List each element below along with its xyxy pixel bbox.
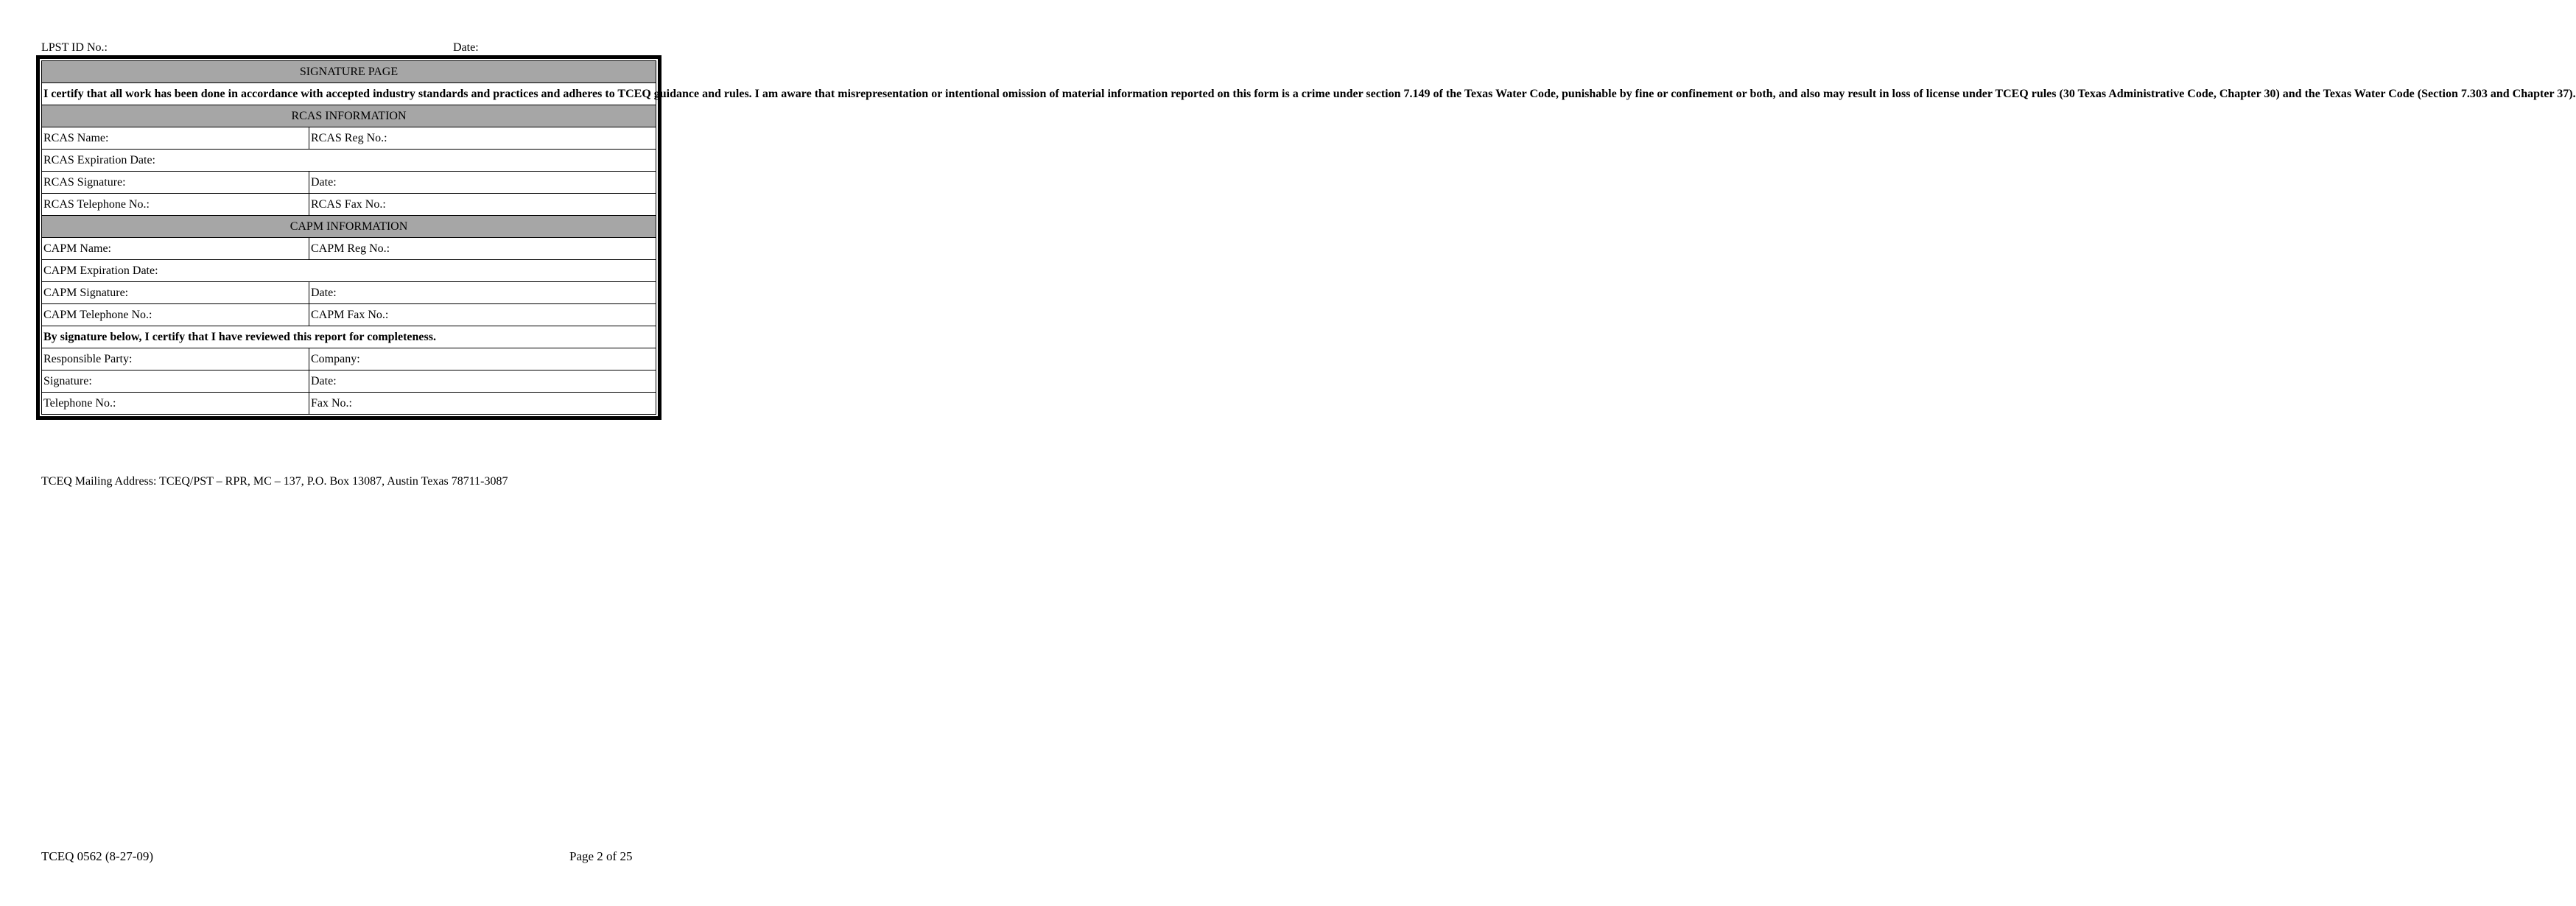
rcas-date-field[interactable]: Date: xyxy=(309,172,656,194)
header-date-label: Date: xyxy=(453,41,479,54)
form-title: SIGNATURE PAGE xyxy=(42,61,656,83)
capm-signature-field[interactable]: CAPM Signature: xyxy=(42,282,309,304)
capm-telephone-field[interactable]: CAPM Telephone No.: xyxy=(42,304,309,326)
lpst-id-label: LPST ID No.: xyxy=(41,41,108,54)
responsible-party-field[interactable]: Responsible Party: xyxy=(42,348,309,371)
rcas-signature-field[interactable]: RCAS Signature: xyxy=(42,172,309,194)
signature-table xyxy=(41,60,2576,415)
responsible-date-field[interactable]: Date: xyxy=(309,371,656,393)
rcas-name-field[interactable]: RCAS Name: xyxy=(42,127,309,150)
capm-date-field[interactable]: Date: xyxy=(309,282,656,304)
certification-statement: I certify that all work has been done in accordance with accepted industry standards and practices and adheres to TCEQ guidance and rules. I am aware that misrepresentation or intentional omission of material information reported on this form is a crime under section 7.149 of the Texas Water Code, punishable by fine or confinement or both, and also may result in loss of license under TCEQ rules (30 Texas Administrative Code, Chapter 30) and the Texas Water Code (Section 7.303 and Chapter 37). xyxy=(42,83,656,105)
responsible-fax-field[interactable]: Fax No.: xyxy=(309,393,656,415)
signature-form xyxy=(36,55,2576,420)
responsible-telephone-field[interactable]: Telephone No.: xyxy=(42,393,309,415)
rcas-section-heading: RCAS INFORMATION xyxy=(42,105,656,127)
form-id-footer: TCEQ 0562 (8-27-09) xyxy=(41,849,154,863)
rcas-fax-field[interactable]: RCAS Fax No.: xyxy=(309,194,656,216)
capm-expiration-field[interactable]: CAPM Expiration Date: xyxy=(42,260,656,282)
company-field[interactable]: Company: xyxy=(309,348,656,371)
page-number: Page 2 of 25 xyxy=(569,849,633,863)
capm-fax-field[interactable]: CAPM Fax No.: xyxy=(309,304,656,326)
capm-section-heading: CAPM INFORMATION xyxy=(42,216,656,238)
review-statement: By signature below, I certify that I have reviewed this report for completeness. xyxy=(42,326,656,348)
responsible-signature-field[interactable]: Signature: xyxy=(42,371,309,393)
mailing-address: TCEQ Mailing Address: TCEQ/PST – RPR, MC – 137, P.O. Box 13087, Austin Texas 78711-3087 xyxy=(41,475,508,488)
rcas-telephone-field[interactable]: RCAS Telephone No.: xyxy=(42,194,309,216)
rcas-reg-no-field[interactable]: RCAS Reg No.: xyxy=(309,127,656,150)
capm-reg-no-field[interactable]: CAPM Reg No.: xyxy=(309,238,656,260)
capm-name-field[interactable]: CAPM Name: xyxy=(42,238,309,260)
rcas-expiration-field[interactable]: RCAS Expiration Date: xyxy=(42,150,656,172)
